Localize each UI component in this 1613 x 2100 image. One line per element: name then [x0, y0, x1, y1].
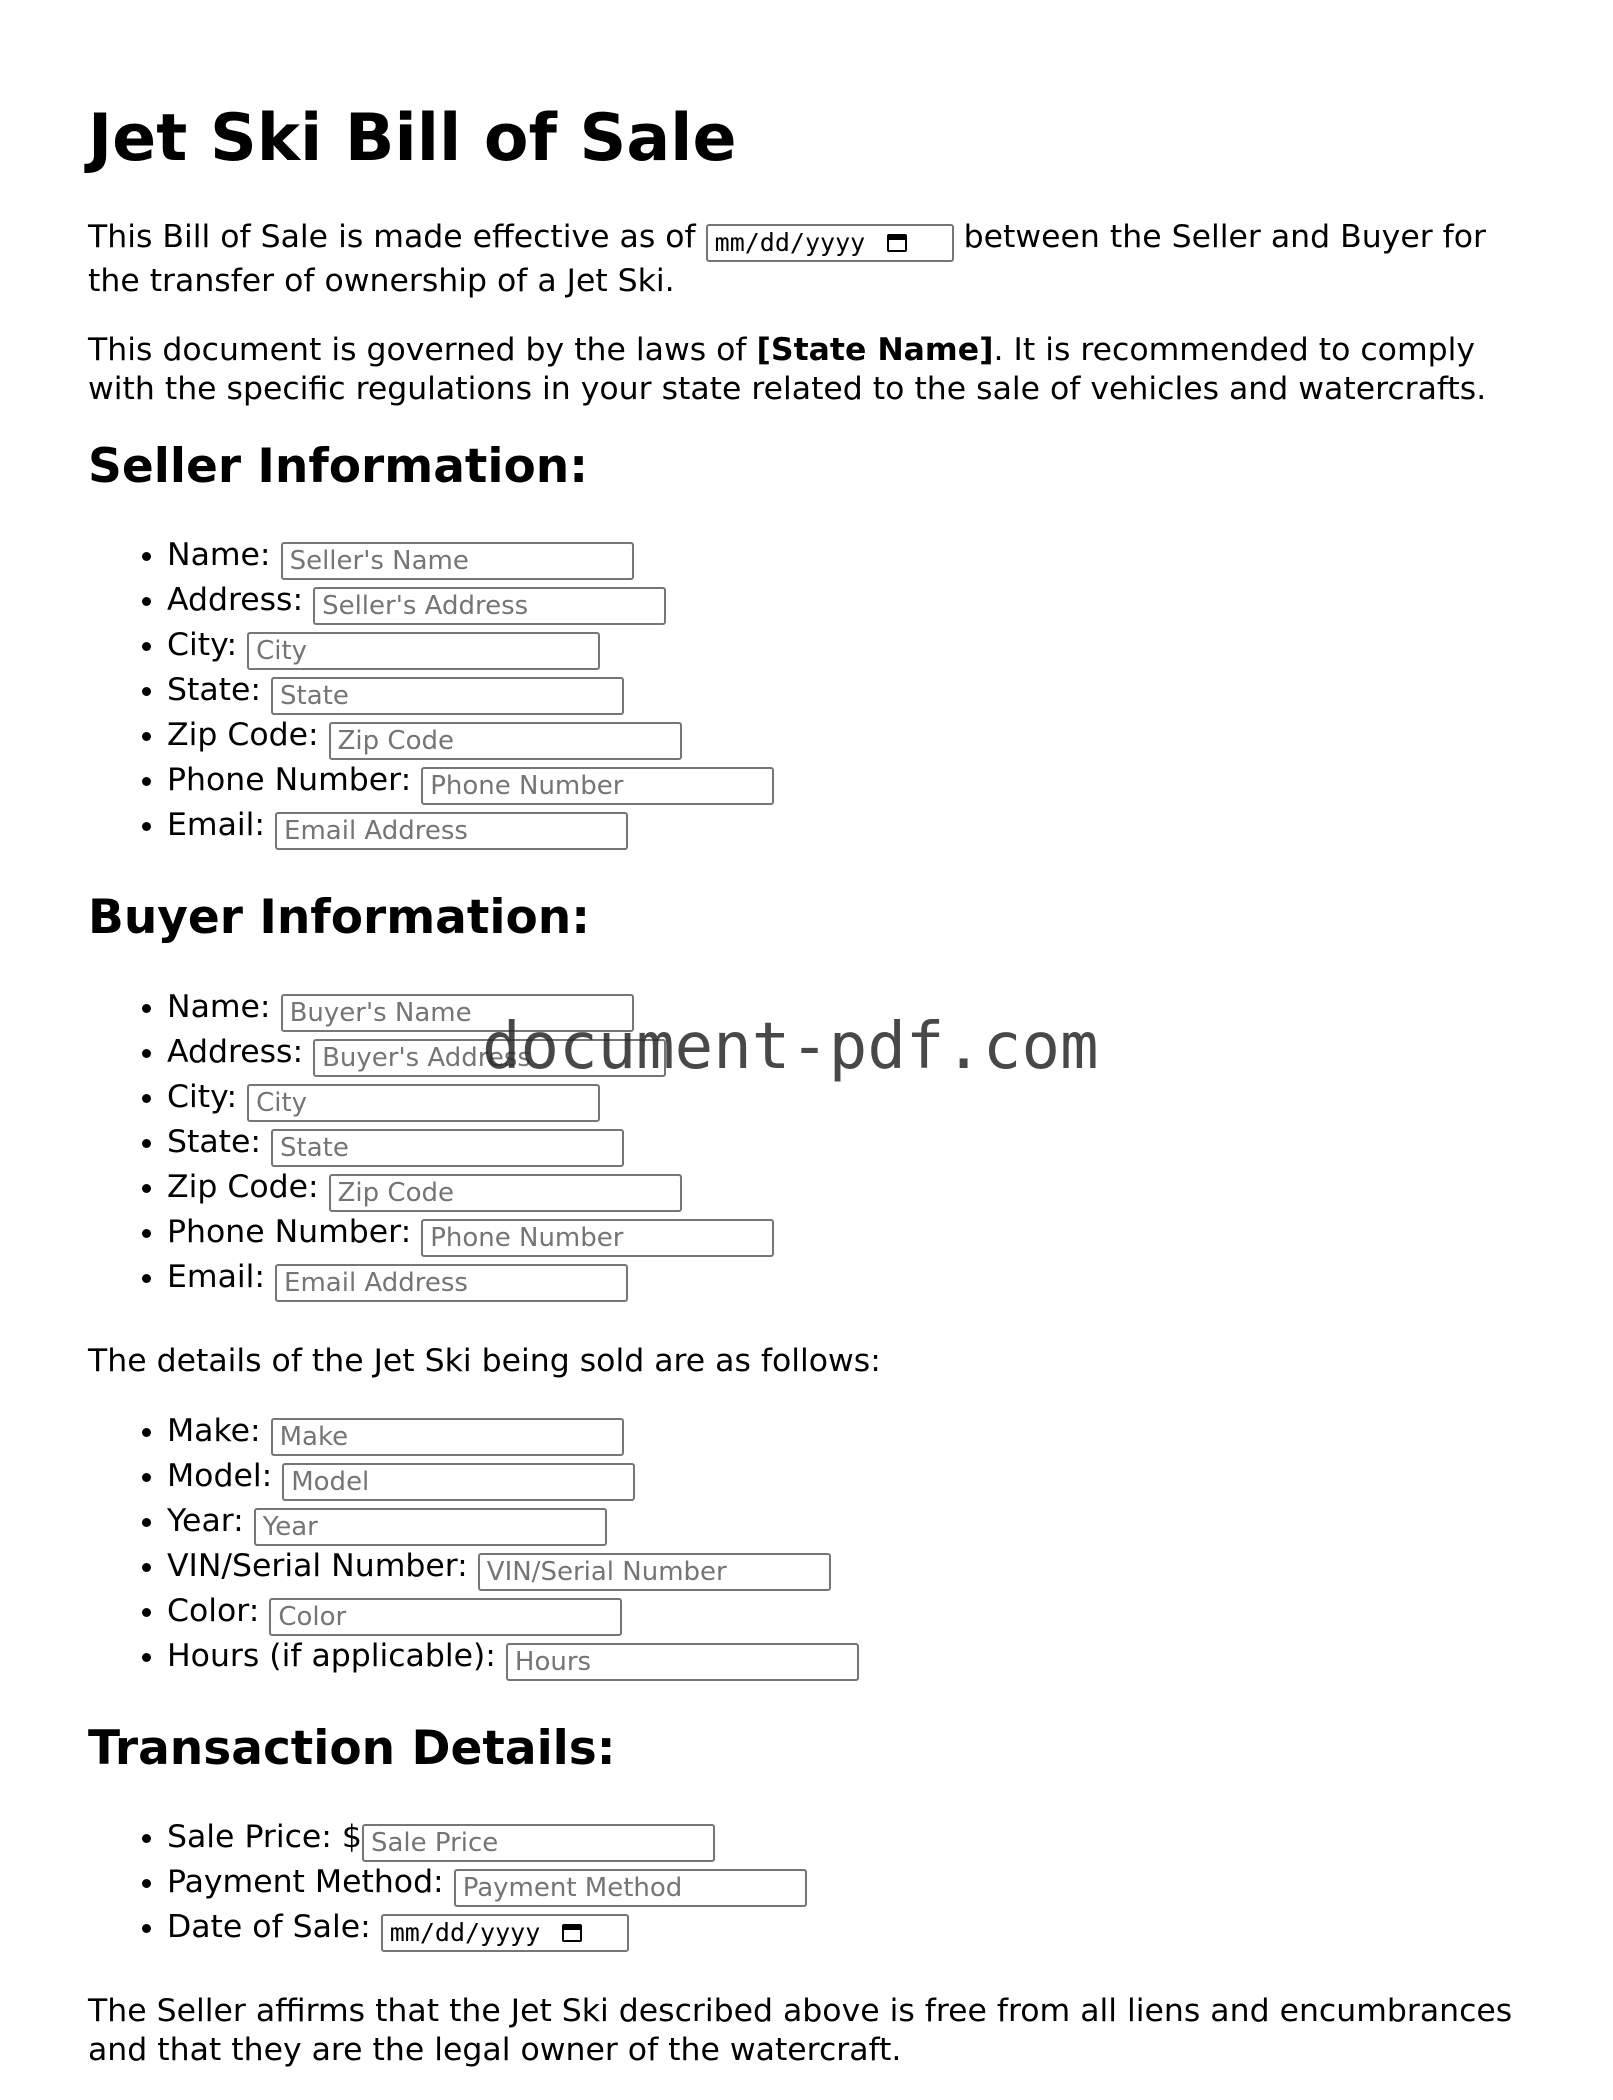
governing-law-paragraph [88, 331, 1528, 409]
seller-zip-input[interactable] [329, 722, 682, 760]
jetski-vin-label: VIN/Serial Number: [167, 1547, 468, 1584]
buyer-city-item [167, 1077, 1528, 1122]
jetski-fields-list [88, 1411, 1528, 1681]
seller-address-item [167, 580, 1528, 625]
seller-name-input[interactable] [281, 542, 634, 580]
page-title: Jet Ski Bill of Sale [88, 101, 737, 176]
seller-email-input[interactable] [275, 812, 628, 850]
jetski-details-intro: The details of the Jet Ski being sold are as follows: [88, 1342, 881, 1379]
calendar-icon[interactable] [562, 1924, 582, 1942]
buyer-zip-item [167, 1167, 1528, 1212]
jetski-model-input[interactable] [282, 1463, 635, 1501]
buyer-name-label: Name: [167, 988, 271, 1025]
transaction-heading: Transaction Details: [88, 1720, 616, 1776]
affirmation-paragraph: The Seller affirms that the Jet Ski described above is free from all liens and encumbrances and that they are the legal owner of the watercraft. [88, 1993, 1513, 2069]
sale-price-item [167, 1817, 1528, 1862]
seller-email-item [167, 805, 1528, 850]
jetski-hours-label: Hours (if applicable): [167, 1637, 496, 1674]
buyer-email-label: Email: [167, 1258, 266, 1295]
buyer-email-item [167, 1257, 1528, 1302]
date-of-sale-label: Date of Sale: [167, 1909, 371, 1946]
buyer-phone-label: Phone Number: [167, 1213, 412, 1250]
intro-after-date: between the Seller and Buyer for the transfer of ownership of a Jet Ski. [88, 219, 1486, 299]
effective-date-placeholder: mm/dd/yyyy [714, 228, 866, 257]
jetski-vin-item [167, 1546, 1528, 1591]
seller-city-label: City: [167, 627, 238, 664]
seller-state-item [167, 670, 1528, 715]
date-of-sale-placeholder: mm/dd/yyyy [389, 1918, 541, 1948]
buyer-state-input[interactable] [271, 1129, 624, 1167]
jetski-model-label: Model: [167, 1457, 273, 1494]
seller-zip-label: Zip Code: [167, 717, 319, 754]
calendar-icon[interactable] [887, 234, 907, 252]
seller-state-input[interactable] [271, 677, 624, 715]
payment-method-label: Payment Method: [167, 1864, 444, 1901]
jetski-color-item [167, 1591, 1528, 1636]
date-of-sale-input[interactable] [381, 1914, 629, 1952]
jetski-year-input[interactable] [254, 1508, 607, 1546]
jetski-make-label: Make: [167, 1412, 261, 1449]
sale-price-input[interactable] [362, 1824, 715, 1862]
seller-zip-item [167, 715, 1528, 760]
seller-city-input[interactable] [247, 632, 600, 670]
buyer-address-input[interactable] [313, 1039, 666, 1077]
seller-phone-item [167, 760, 1528, 805]
seller-address-label: Address: [167, 582, 304, 619]
seller-fields-list [88, 535, 1528, 850]
buyer-address-label: Address: [167, 1033, 304, 1070]
buyer-phone-input[interactable] [421, 1219, 774, 1257]
buyer-state-label: State: [167, 1123, 261, 1160]
buyer-city-input[interactable] [247, 1084, 600, 1122]
governing-after: . It is recommended to comply with the specific regulations in your state related to the sale of vehicles and watercrafts. [88, 332, 1487, 407]
jetski-vin-input[interactable] [478, 1553, 831, 1591]
document-page [88, 100, 1528, 2100]
buyer-heading: Buyer Information: [88, 890, 591, 946]
jetski-make-input[interactable] [271, 1418, 624, 1456]
buyer-name-item [167, 987, 1528, 1032]
seller-name-label: Name: [167, 537, 271, 574]
state-name-placeholder: [State Name] [756, 332, 994, 368]
jetski-year-label: Year: [167, 1502, 244, 1539]
sale-price-label: Sale Price: $ [167, 1819, 362, 1856]
seller-heading: Seller Information: [88, 439, 589, 494]
seller-city-item [167, 625, 1528, 670]
date-of-sale-item [167, 1907, 1528, 1952]
seller-address-input[interactable] [313, 587, 666, 625]
jetski-hours-item [167, 1636, 1528, 1681]
seller-state-label: State: [167, 672, 261, 709]
seller-name-item [167, 535, 1528, 580]
jetski-color-label: Color: [167, 1592, 260, 1629]
payment-method-input[interactable] [454, 1869, 807, 1907]
jetski-year-item [167, 1501, 1528, 1546]
payment-method-item [167, 1862, 1528, 1907]
watermark: document-pdf.com [482, 1010, 1099, 1084]
jetski-hours-input[interactable] [506, 1643, 859, 1681]
intro-before-date: This Bill of Sale is made effective as of [88, 219, 696, 255]
seller-email-label: Email: [167, 807, 266, 844]
buyer-fields-list [88, 987, 1528, 1302]
buyer-name-input[interactable] [281, 994, 634, 1032]
buyer-zip-input[interactable] [329, 1174, 682, 1212]
seller-phone-input[interactable] [421, 767, 774, 805]
transaction-fields-list [88, 1817, 1528, 1952]
buyer-phone-item [167, 1212, 1528, 1257]
jetski-color-input[interactable] [269, 1598, 622, 1636]
buyer-address-item [167, 1032, 1528, 1077]
buyer-zip-label: Zip Code: [167, 1168, 319, 1205]
governing-before: This document is governed by the laws of [88, 332, 747, 368]
intro-paragraph [88, 218, 1528, 301]
buyer-city-label: City: [167, 1078, 238, 1115]
jetski-model-item [167, 1456, 1528, 1501]
effective-date-input[interactable] [706, 224, 954, 262]
jetski-make-item [167, 1411, 1528, 1456]
buyer-state-item [167, 1122, 1528, 1167]
buyer-email-input[interactable] [275, 1264, 628, 1302]
seller-phone-label: Phone Number: [167, 762, 412, 799]
